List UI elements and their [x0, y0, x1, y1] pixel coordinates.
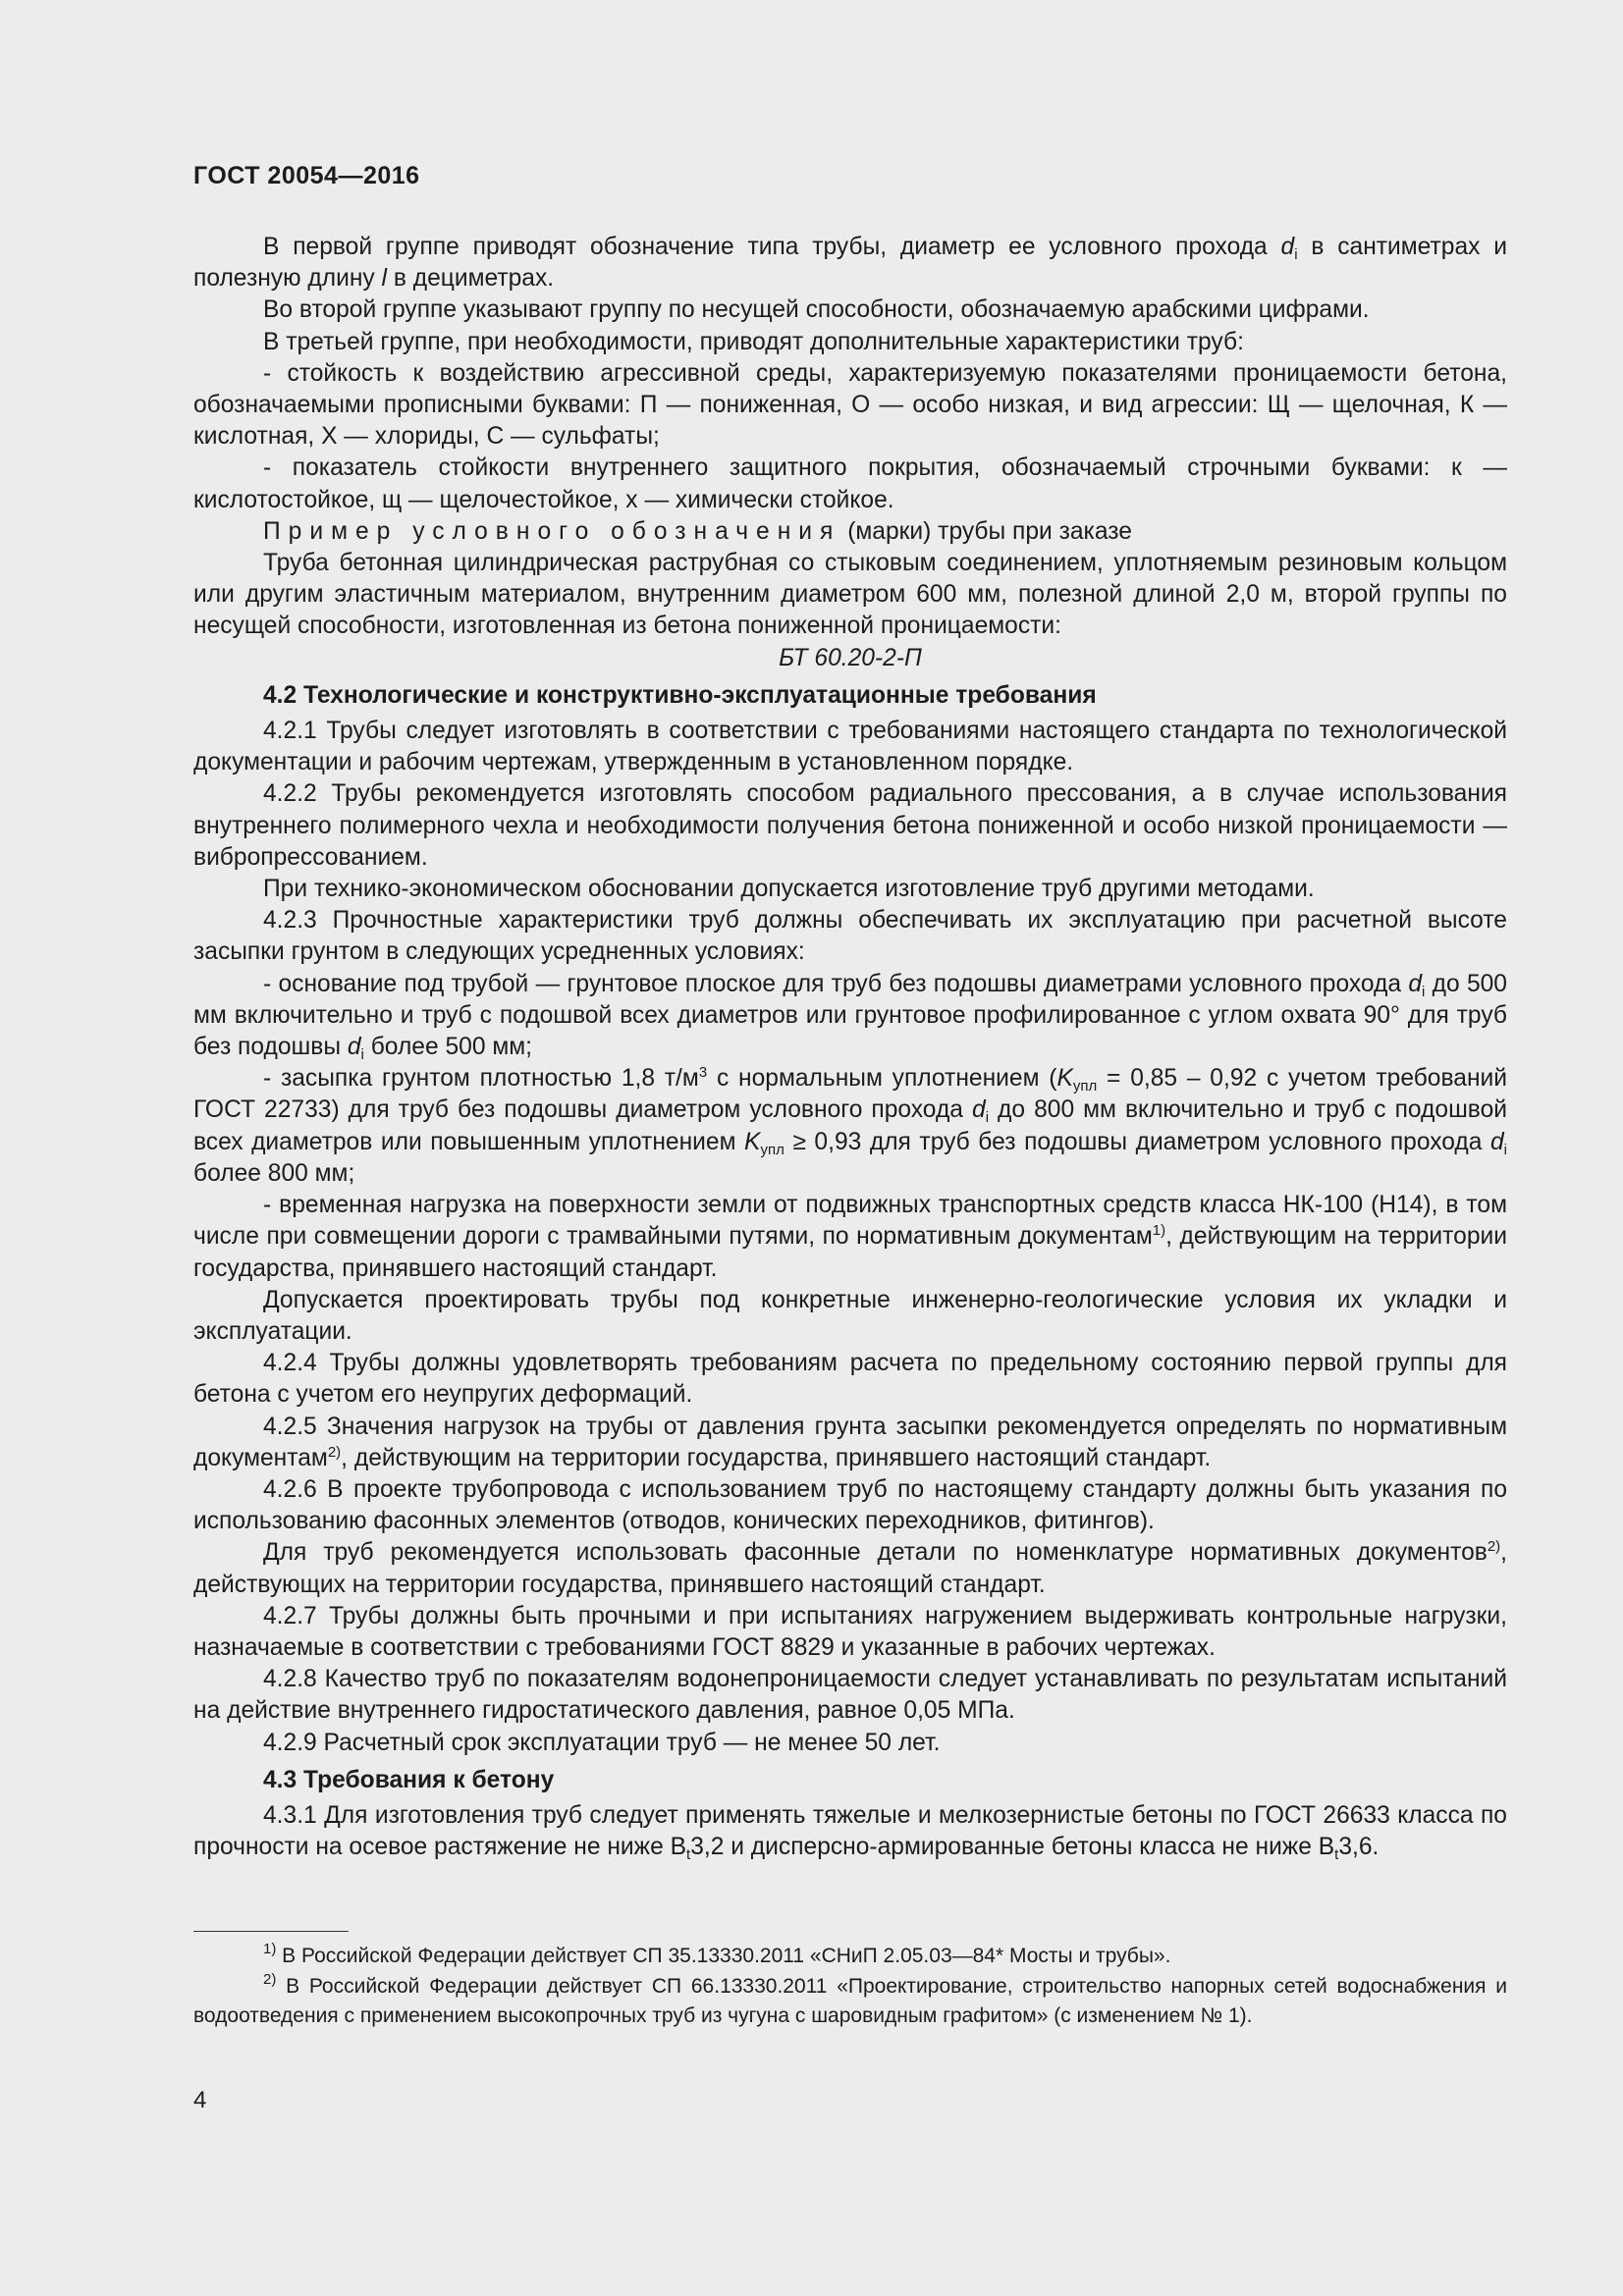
clause: 4.2.2 Трубы рекомендуется изготовлять способом радиального прессования, а в случае использования внутреннего полимерного чехла и необходимости получения бетона пониженной и особо низкой проницаемости — вибропрессованием. — [193, 780, 1507, 871]
list-item: - временная нагрузка на поверхности земли от подвижных транспортных средств класса НК-100 (Н14), в том числе при совмещении дороги с трамвайными путями, по нормативным документам$^{1)}$, действующим на территории государства, принявшего настоящий стандарт. — [193, 1192, 1507, 1282]
standard-header: ГОСТ 20054—2016 — [193, 162, 420, 189]
paragraph: Допускается проектировать трубы под конкретные инженерно-геологические условия их укладки и эксплуатации. — [193, 1286, 1507, 1345]
list-item: - показатель стойкости внутреннего защитного покрытия, обозначаемый строчными буквами: к — кислотостойкое, щ — щелочестойкое, х — химически стойкое. — [193, 454, 1507, 513]
document-body — [193, 232, 1507, 1863]
footnote-separator — [193, 1931, 349, 1932]
example-heading: Пример условного обозначения (марки) трубы при заказе — [263, 517, 1132, 545]
section-heading: 4.3 Требования к бетону — [263, 1766, 555, 1793]
paragraph: В первой группе приводят обозначение типа трубы, диаметр ее условного прохода $d_i$ в сантиметрах и полезную длину l в дециметрах. — [193, 234, 1507, 293]
paragraph: Во второй группе указывают группу по несущей способности, обозначаемую арабскими цифрами. — [263, 296, 1370, 324]
section-heading: 4.2 Технологические и конструктивно-эксплуатационные требования — [263, 681, 1097, 709]
footnote: $^{2)}$ В Российской Федерации действует СП 66.13330.2011 «Проектирование, строительство напорных сетей водоснабжения и водоотведения с применением высокопрочных труб из чугуна с шаровидным графитом» (с изменением № 1). — [193, 1970, 1507, 2027]
paragraph: При технико-экономическом обосновании допускается изготовление труб другими методами. — [263, 876, 1315, 903]
page-number: 4 — [193, 2087, 207, 2113]
footnotes — [193, 1942, 1507, 2032]
clause: 4.2.5 Значения нагрузок на трубы от давления грунта засыпки рекомендуется определять по нормативным документам$^{2)}$, действующим на территории государства, принявшего настоящий стандарт. — [193, 1413, 1507, 1471]
clause: 4.2.1 Трубы следует изготовлять в соответствии с требованиями настоящего стандарта по технологической документации и рабочим чертежам, утвержденным в установленном порядке. — [193, 718, 1507, 776]
footnote: $^{1)}$ В Российской Федерации действует СП 35.13330.2011 «СНиП 2.05.03—84* Мосты и трубы». — [263, 1941, 1171, 1967]
example-text: Труба бетонная цилиндрическая раструбная со стыковым соединением, уплотняемым резиновым кольцом или другим эластичным материалом, внутренним диаметром 600 мм, полезной длиной 2,0 м, второй группы по несущей способности, изготовленная из бетона пониженной проницаемости: — [193, 550, 1507, 640]
example-designation: БТ 60.20-2-П — [779, 644, 922, 671]
clause: 4.2.9 Расчетный срок эксплуатации труб — не менее 50 лет. — [263, 1729, 941, 1756]
list-item: - основание под трубой — грунтовое плоское для труб без подошвы диаметрами условного прохода $d_i$ до 500 мм включительно и труб с подошвой всех диаметров или грунтовое профилированное с углом охвата 90° для труб без подошвы $d_i$ более 500 мм; — [193, 970, 1507, 1064]
clause: 4.2.7 Трубы должны быть прочными и при испытаниях нагружением выдерживать контрольные нагрузки, назначаемые в соответствии с требованиями ГОСТ 8829 и указанные в рабочих чертежах. — [193, 1602, 1507, 1661]
clause: 4.2.4 Трубы должны удовлетворять требованиям расчета по предельному состоянию первой группы для бетона с учетом его неупругих деформаций. — [193, 1350, 1507, 1409]
clause: 4.2.8 Качество труб по показателям водонепроницаемости следует устанавливать по результатам испытаний на действие внутреннего гидростатического давления, равное 0,05 МПа. — [193, 1666, 1507, 1725]
clause: 4.2.3 Прочностные характеристики труб должны обеспечивать их эксплуатацию при расчетной высоте засыпки грунтом в следующих усредненных условиях: — [193, 907, 1507, 966]
clause: 4.2.6 В проекте трубопровода с использованием труб по настоящему стандарту должны быть указания по использованию фасонных элементов (отводов, конических переходников, фитингов). — [193, 1475, 1507, 1535]
list-item: - стойкость к воздействию агрессивной среды, характеризуемую показателями проницаемости бетона, обозначаемыми прописными буквами: П — пониженная, О — особо низкая, и вид агрессии: Щ — щелочная, К — кислотная, Х — хлориды, С — сульфаты; — [193, 359, 1507, 451]
paragraph: В третьей группе, при необходимости, приводят дополнительные характеристики труб: — [263, 328, 1244, 355]
list-item: - засыпка грунтом плотностью 1,8 $т/м^3$ с нормальным уплотнением ($K_{упл} = 0,85 - 0,92$ с учетом требований ГОСТ 22733) для труб без подошвы диаметром условного прохода $d_i$ до 800 мм включительно и труб с подошвой всех диаметров или повышенным уплотнением $K_{упл} \ge 0,93$ для труб без подошвы диаметром условного прохода $d_i$ более 800 мм; — [193, 1064, 1508, 1187]
paragraph: Для труб рекомендуется использовать фасонные детали по номенклатуре нормативных документов$^{2)}$, действующих на территории государства, принявшего настоящий стандарт. — [193, 1538, 1507, 1598]
clause: 4.3.1 Для изготовления труб следует применять тяжелые и мелкозернистые бетоны по ГОСТ 26633 класса по прочности на осевое растяжение не ниже $B_t3,2$ и дисперсно-армированные бетоны класса не ниже $B_t3,6$. — [193, 1801, 1507, 1864]
